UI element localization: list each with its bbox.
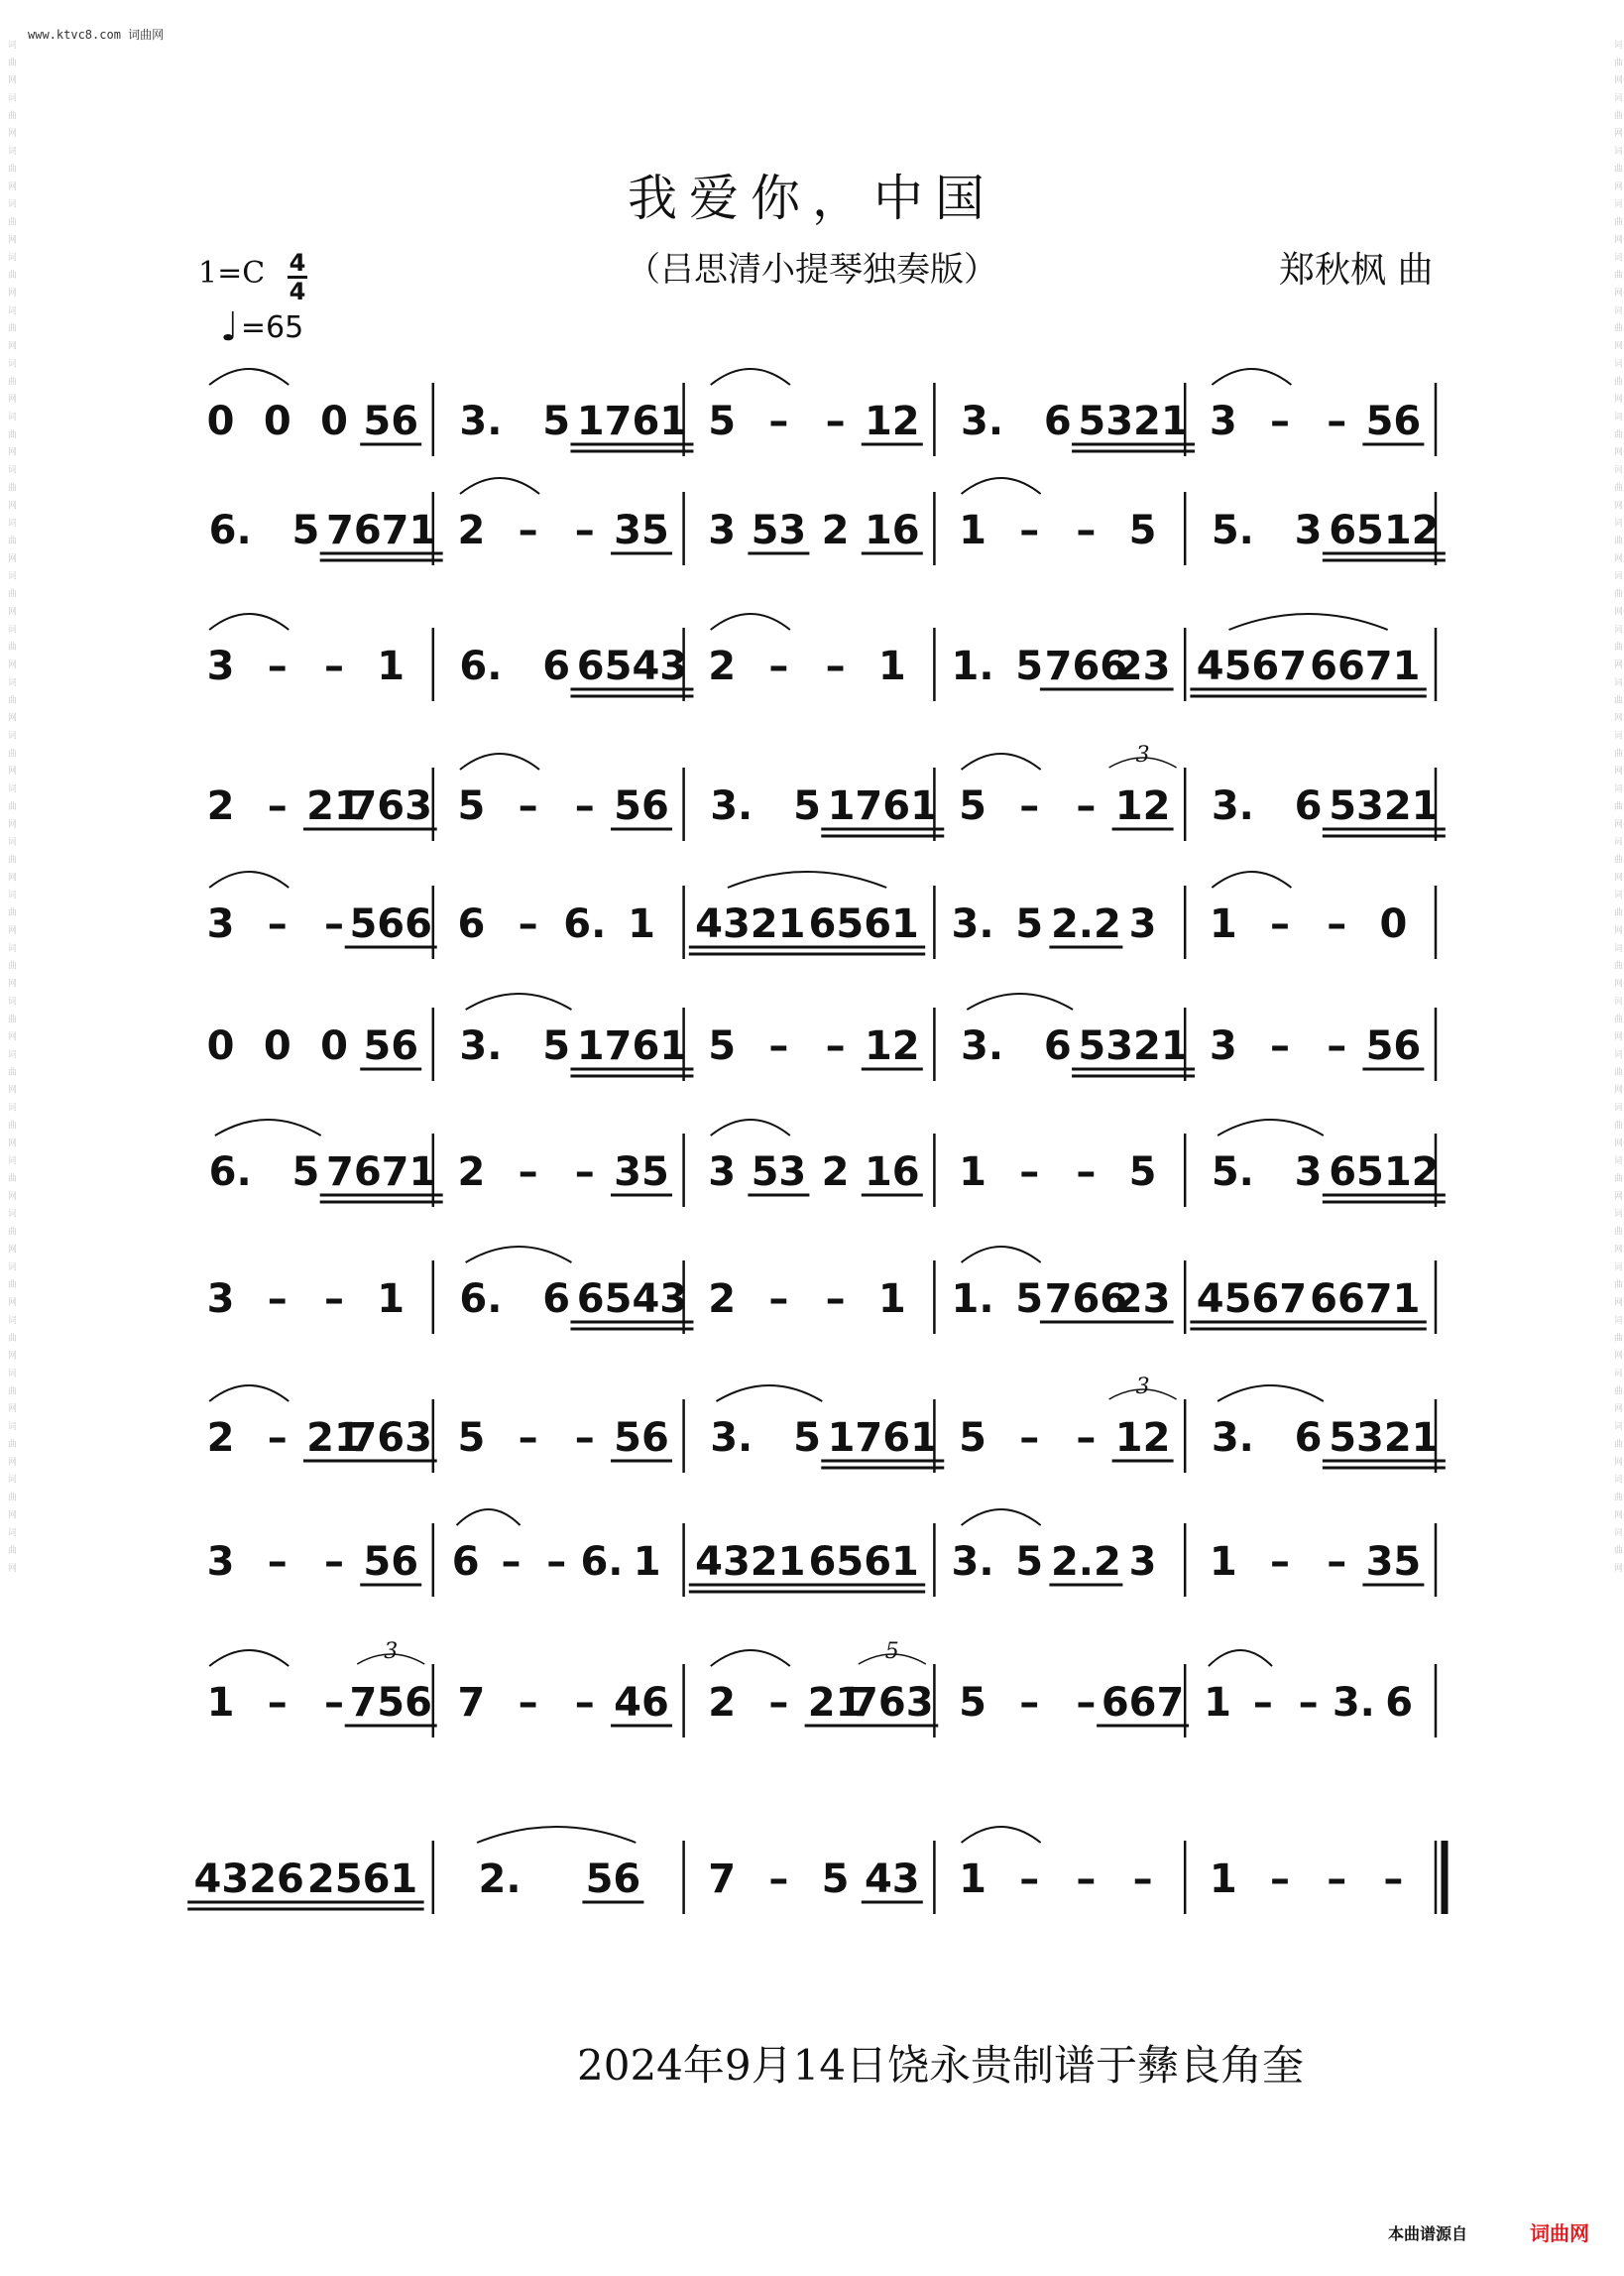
score-note: 1 <box>1209 1539 1237 1585</box>
slur-arc <box>962 1827 1041 1843</box>
slur-arc <box>1212 872 1291 888</box>
score-note: – <box>768 399 789 444</box>
score-note: 6512 <box>1329 1149 1440 1195</box>
score-note: – <box>518 1415 538 1461</box>
slur-arc <box>457 1509 521 1525</box>
score-note: 21 <box>306 783 362 829</box>
score-note: – <box>1132 1857 1153 1902</box>
score-note: 1761 <box>827 1415 938 1461</box>
score-note: 6. <box>580 1539 624 1585</box>
score-note: – <box>1270 1023 1290 1069</box>
score-note: – <box>1270 901 1290 947</box>
score-note: 0 <box>1379 901 1408 947</box>
slur-arc <box>711 614 790 630</box>
slur-arc <box>962 478 1041 494</box>
score-note: 35 <box>614 1149 669 1195</box>
score-note: 1 <box>377 644 406 689</box>
score-note: – <box>267 1415 288 1461</box>
score-note: 6 <box>1294 783 1323 829</box>
score-note: 1 <box>877 1276 906 1322</box>
score-note: 2 <box>457 1149 486 1195</box>
score-note: 3 <box>206 1539 235 1585</box>
score-note: 53 <box>751 1149 807 1195</box>
score-note: 2. <box>478 1857 522 1902</box>
score-note: 3 <box>708 508 737 553</box>
score-note: 756 <box>349 1680 432 1726</box>
score-note: 2 <box>708 1680 737 1726</box>
score-note: 16 <box>864 508 920 553</box>
score-note: 5 <box>291 508 320 553</box>
tempo-value: =65 <box>240 309 304 345</box>
score-note: – <box>574 1680 595 1726</box>
score-note: 6 <box>1294 1415 1323 1461</box>
score-note: 7671 <box>326 1149 437 1195</box>
score-note: 1 <box>206 1680 235 1726</box>
score-note: 6671 <box>1310 1276 1421 1322</box>
score-note: 43 <box>864 1857 920 1902</box>
score-note: 4321 <box>695 1539 806 1585</box>
score-note: 7 <box>708 1857 737 1902</box>
score-note: – <box>1076 1857 1097 1902</box>
quarter-note-icon: ♩ <box>220 304 239 350</box>
score-note: 5321 <box>1329 1415 1440 1461</box>
score-note: 5. <box>1211 1149 1254 1195</box>
score-note: – <box>518 1149 538 1195</box>
score-note: 6 <box>1043 1023 1072 1069</box>
score-note: 21 <box>306 1415 362 1461</box>
score-note: 5 <box>1015 1539 1044 1585</box>
score-note: 53 <box>751 508 807 553</box>
score-note: 0 <box>206 1023 235 1069</box>
score-note: – <box>1270 399 1290 444</box>
meter-bottom: 4 <box>289 278 306 305</box>
score-note: 7671 <box>326 508 437 553</box>
score-note: 12 <box>1114 783 1171 829</box>
score-note: 1 <box>633 1539 661 1585</box>
score-note: – <box>267 1539 288 1585</box>
score-note: 6671 <box>1310 644 1421 689</box>
slur-arc <box>962 1247 1041 1262</box>
score-note: 5 <box>542 1023 571 1069</box>
score-note: 5 <box>1015 1276 1044 1322</box>
score-note: 667 <box>1101 1680 1185 1726</box>
score-note: 35 <box>1365 1539 1422 1585</box>
score-note: 3 <box>1209 1023 1237 1069</box>
score-note: – <box>267 644 288 689</box>
score-note: 3 <box>1209 399 1237 444</box>
score-note: 6561 <box>808 1539 919 1585</box>
score-note: 3 <box>206 901 235 947</box>
score-note: – <box>518 901 538 947</box>
score-note: 566 <box>349 901 432 947</box>
score-note: – <box>574 783 595 829</box>
score-note: 4567 <box>1196 644 1308 689</box>
score-note: 2 <box>206 1415 235 1461</box>
score-note: – <box>768 1023 789 1069</box>
score-note: 56 <box>363 1023 419 1069</box>
score-note: 3. <box>459 1023 503 1069</box>
score-note: – <box>518 508 538 553</box>
score-note: 5 <box>542 399 571 444</box>
score-note: – <box>324 901 344 947</box>
slur-arc <box>728 872 886 888</box>
source-label: 本曲谱源自 <box>1388 2224 1468 2243</box>
score-note: 5 <box>959 1415 986 1461</box>
score-note: 16 <box>864 1149 920 1195</box>
score-note: 1 <box>877 644 906 689</box>
score-note: 5 <box>1128 1149 1157 1195</box>
slur-arc <box>1218 1385 1324 1401</box>
score-note: 3. <box>459 399 503 444</box>
score-note: 5 <box>457 1415 486 1461</box>
side-watermark-left: 词 曲 网 词 曲 网 词 曲 网 词 曲 网 词 曲 网 词 曲 网 词 曲 网 词 曲 网 词 曲 网 词 曲 网 词 曲 网 词 曲 网 词 曲 网 词 曲 网 词 曲 网 词 曲 网 词 曲 网 词 曲 网 词 曲 网 词 曲 网 词 曲 网 词 曲 网 词 曲 网 词 曲 网 词 曲 网 词 曲 网 词 曲 网 词 曲 网 词 曲 网 <box>6 40 16 1576</box>
score-note: – <box>324 644 344 689</box>
score-note: 4321 <box>695 901 806 947</box>
score-note: 5 <box>793 1415 821 1461</box>
score-note: – <box>1019 1857 1040 1902</box>
score-note: 1761 <box>576 399 688 444</box>
score-note: – <box>546 1539 567 1585</box>
score-note: 6. <box>459 644 503 689</box>
score-note: – <box>1270 1539 1290 1585</box>
score-note: 2561 <box>306 1857 418 1902</box>
score-note: 5321 <box>1078 1023 1189 1069</box>
score-note: 56 <box>363 1539 419 1585</box>
score-note: 6. <box>563 901 607 947</box>
score-note: – <box>574 1149 595 1195</box>
score-note: 4567 <box>1196 1276 1308 1322</box>
score-note: 3 <box>206 1276 235 1322</box>
score-note: – <box>768 1680 789 1726</box>
slur-arc <box>209 1650 289 1666</box>
score-note: 3 <box>1128 901 1157 947</box>
score-note: 6 <box>457 901 486 947</box>
score-note: – <box>1327 1857 1347 1902</box>
score-note: 6561 <box>808 901 919 947</box>
score-note: 3 <box>1128 1539 1157 1585</box>
score-note: 23 <box>1114 644 1171 689</box>
composer-credit: 郑秋枫 曲 <box>1279 250 1434 291</box>
score-note: 1 <box>1209 1857 1237 1902</box>
score-note: 2 <box>821 1149 850 1195</box>
score-note: 2.2 <box>1050 1539 1121 1585</box>
score-note: 7 <box>457 1680 486 1726</box>
score-note: 3. <box>710 1415 754 1461</box>
score-note: – <box>267 1276 288 1322</box>
score-note: 2 <box>821 508 850 553</box>
score-note: – <box>1019 508 1040 553</box>
side-watermark-right: 词 曲 网 词 曲 网 词 曲 网 词 曲 网 词 曲 网 词 曲 网 词 曲 网 词 曲 网 词 曲 网 词 曲 网 词 曲 网 词 曲 网 词 曲 网 词 曲 网 词 曲 网 词 曲 网 词 曲 网 词 曲 网 词 曲 网 词 曲 网 词 曲 网 词 曲 网 词 曲 网 词 曲 网 词 曲 网 词 曲 网 词 曲 网 词 曲 网 词 曲 网 <box>1612 40 1622 1576</box>
score-note: 2 <box>206 783 235 829</box>
score-note: 6 <box>1385 1680 1414 1726</box>
score-note: 12 <box>864 1023 920 1069</box>
score-note: 3. <box>1332 1680 1375 1726</box>
score-note: 1 <box>959 1149 986 1195</box>
slur-arc <box>466 994 572 1010</box>
score-note: – <box>768 644 789 689</box>
score-note: 3. <box>1211 783 1254 829</box>
score-note: – <box>501 1539 522 1585</box>
score-note: – <box>1327 901 1347 947</box>
slur-arc <box>477 1827 636 1843</box>
tuplet-mark: 3 <box>384 1639 399 1664</box>
score-note: 5321 <box>1078 399 1189 444</box>
score-note: 23 <box>1114 1276 1171 1322</box>
slur-arc <box>1229 614 1388 630</box>
slur-arc <box>209 1385 289 1401</box>
score-note: 56 <box>1365 1023 1422 1069</box>
score-note: 5 <box>708 399 737 444</box>
score-note: 1 <box>628 901 655 947</box>
slur-arc <box>716 1385 822 1401</box>
score-note: 5 <box>708 1023 737 1069</box>
score-note: – <box>324 1680 344 1726</box>
score-note: – <box>574 508 595 553</box>
score-note: 3. <box>1211 1415 1254 1461</box>
score-note: – <box>1019 1149 1040 1195</box>
score-note: 5. <box>1211 508 1254 553</box>
score-note: – <box>1327 1539 1347 1585</box>
score-note: 763 <box>851 1680 934 1726</box>
score-note: 56 <box>363 399 419 444</box>
slur-arc <box>460 754 539 770</box>
score-note: 1761 <box>827 783 938 829</box>
score-note: – <box>1076 508 1097 553</box>
score-note: 5 <box>959 1680 986 1726</box>
score-note: – <box>1298 1680 1319 1726</box>
score-note: 4326 <box>193 1857 304 1902</box>
score-note: – <box>1076 783 1097 829</box>
score-note: 3. <box>951 1539 994 1585</box>
score-note: – <box>1019 1680 1040 1726</box>
slur-arc <box>967 994 1073 1010</box>
song-subtitle: （吕思清小提琴独奏版） <box>627 250 997 290</box>
score-note: 1 <box>377 1276 406 1322</box>
source-logo: 词曲网 <box>1530 2221 1589 2245</box>
score-note: 12 <box>864 399 920 444</box>
score-note: 2 <box>457 508 486 553</box>
score-note: – <box>825 1023 846 1069</box>
song-title: 我爱你，中国 <box>628 170 996 227</box>
score-note: 3. <box>710 783 754 829</box>
meter-top: 4 <box>289 249 306 277</box>
score-note: 1 <box>959 508 986 553</box>
score-note: – <box>1270 1857 1290 1902</box>
score-note: 0 <box>263 1023 291 1069</box>
slur-arc <box>209 369 289 385</box>
score-note: 5 <box>821 1857 850 1902</box>
score-note: – <box>825 644 846 689</box>
score-note: – <box>1076 1415 1097 1461</box>
score-note: 12 <box>1114 1415 1171 1461</box>
score-note: – <box>324 1539 344 1585</box>
score-note: 6543 <box>576 644 688 689</box>
score-note: 56 <box>1365 399 1422 444</box>
score-note: – <box>768 1857 789 1902</box>
tuplet-mark: 5 <box>884 1639 899 1664</box>
tuplet-mark: 3 <box>1135 743 1150 768</box>
score-note: 3 <box>708 1149 737 1195</box>
score-note: 6 <box>542 644 571 689</box>
score-note: 6. <box>459 1276 503 1322</box>
score-note: – <box>1019 783 1040 829</box>
score-note: 5 <box>959 783 986 829</box>
slur-arc <box>711 1120 790 1136</box>
score-note: 56 <box>614 1415 669 1461</box>
score-note: 3 <box>1294 508 1323 553</box>
slur-arc <box>711 1650 790 1666</box>
score-note: 1 <box>1209 901 1237 947</box>
score-note: – <box>267 901 288 947</box>
score-note: – <box>1327 399 1347 444</box>
score-note: 5 <box>793 783 821 829</box>
score-note: 763 <box>349 783 432 829</box>
score-note: 0 <box>263 399 291 444</box>
score-note: 56 <box>585 1857 641 1902</box>
score-note: – <box>518 1680 538 1726</box>
score-note: 0 <box>320 1023 348 1069</box>
slur-arc <box>1212 369 1291 385</box>
score-note: 5 <box>1015 644 1044 689</box>
score-note: 1 <box>959 1857 986 1902</box>
score-note: 0 <box>206 399 235 444</box>
score-note: 35 <box>614 508 669 553</box>
score-note: 5 <box>1015 901 1044 947</box>
score-note: – <box>518 783 538 829</box>
score-note: 46 <box>614 1680 669 1726</box>
score-note: 5 <box>1128 508 1157 553</box>
score-note: – <box>825 399 846 444</box>
score-note: 1. <box>951 644 994 689</box>
score-note: 1761 <box>576 1023 688 1069</box>
slur-arc <box>215 1120 321 1136</box>
score-note: – <box>1076 1680 1097 1726</box>
score-note: 6 <box>1043 399 1072 444</box>
score-note: 6543 <box>576 1276 688 1322</box>
score-note: – <box>1252 1680 1273 1726</box>
score-note: 5 <box>457 783 486 829</box>
slur-arc <box>209 872 289 888</box>
score-note: 3 <box>1294 1149 1323 1195</box>
score-note: – <box>1076 1149 1097 1195</box>
score-note: – <box>1327 1023 1347 1069</box>
score-note: 3. <box>961 399 1004 444</box>
score-note: – <box>768 1276 789 1322</box>
score-note: – <box>825 1276 846 1322</box>
score-note: 763 <box>349 1415 432 1461</box>
score-note: 6 <box>542 1276 571 1322</box>
score-note: 21 <box>807 1680 864 1726</box>
score-note: – <box>574 1415 595 1461</box>
score-note: – <box>267 1680 288 1726</box>
slur-arc <box>1218 1120 1324 1136</box>
tuplet-mark: 3 <box>1135 1375 1150 1399</box>
score-note: 2.2 <box>1050 901 1121 947</box>
slur-arc <box>1209 1650 1272 1666</box>
slur-arc <box>209 614 289 630</box>
score-note: 3 <box>206 644 235 689</box>
score-note: 6. <box>208 1149 252 1195</box>
score-note: 1. <box>951 1276 994 1322</box>
score-note: – <box>1383 1857 1404 1902</box>
key-signature: 1=C <box>198 256 266 291</box>
score-note: 6512 <box>1329 508 1440 553</box>
score-note: 5321 <box>1329 783 1440 829</box>
score-note: 1 <box>1204 1680 1232 1726</box>
slur-arc <box>962 754 1041 770</box>
score-note: 766 <box>1044 1276 1128 1322</box>
slur-arc <box>466 1247 572 1262</box>
slur-arc <box>711 369 790 385</box>
slur-arc <box>962 1509 1041 1525</box>
score-note: 3. <box>961 1023 1004 1069</box>
score-note: 3. <box>951 901 994 947</box>
score-note: 2 <box>708 1276 737 1322</box>
score-note: – <box>267 783 288 829</box>
score-note: 5 <box>291 1149 320 1195</box>
transcription-note: 2024年9月14日饶永贵制谱于彝良角奎 <box>577 2041 1305 2090</box>
slur-arc <box>460 478 539 494</box>
score-note: 766 <box>1044 644 1128 689</box>
score-note: 0 <box>320 399 348 444</box>
site-url: www.ktvc8.com 词曲网 <box>28 28 165 42</box>
score-note: 56 <box>614 783 669 829</box>
score-note: 6. <box>208 508 252 553</box>
score-note: 2 <box>708 644 737 689</box>
score-note: – <box>324 1276 344 1322</box>
score-note: – <box>1019 1415 1040 1461</box>
score-note: 6 <box>451 1539 480 1585</box>
